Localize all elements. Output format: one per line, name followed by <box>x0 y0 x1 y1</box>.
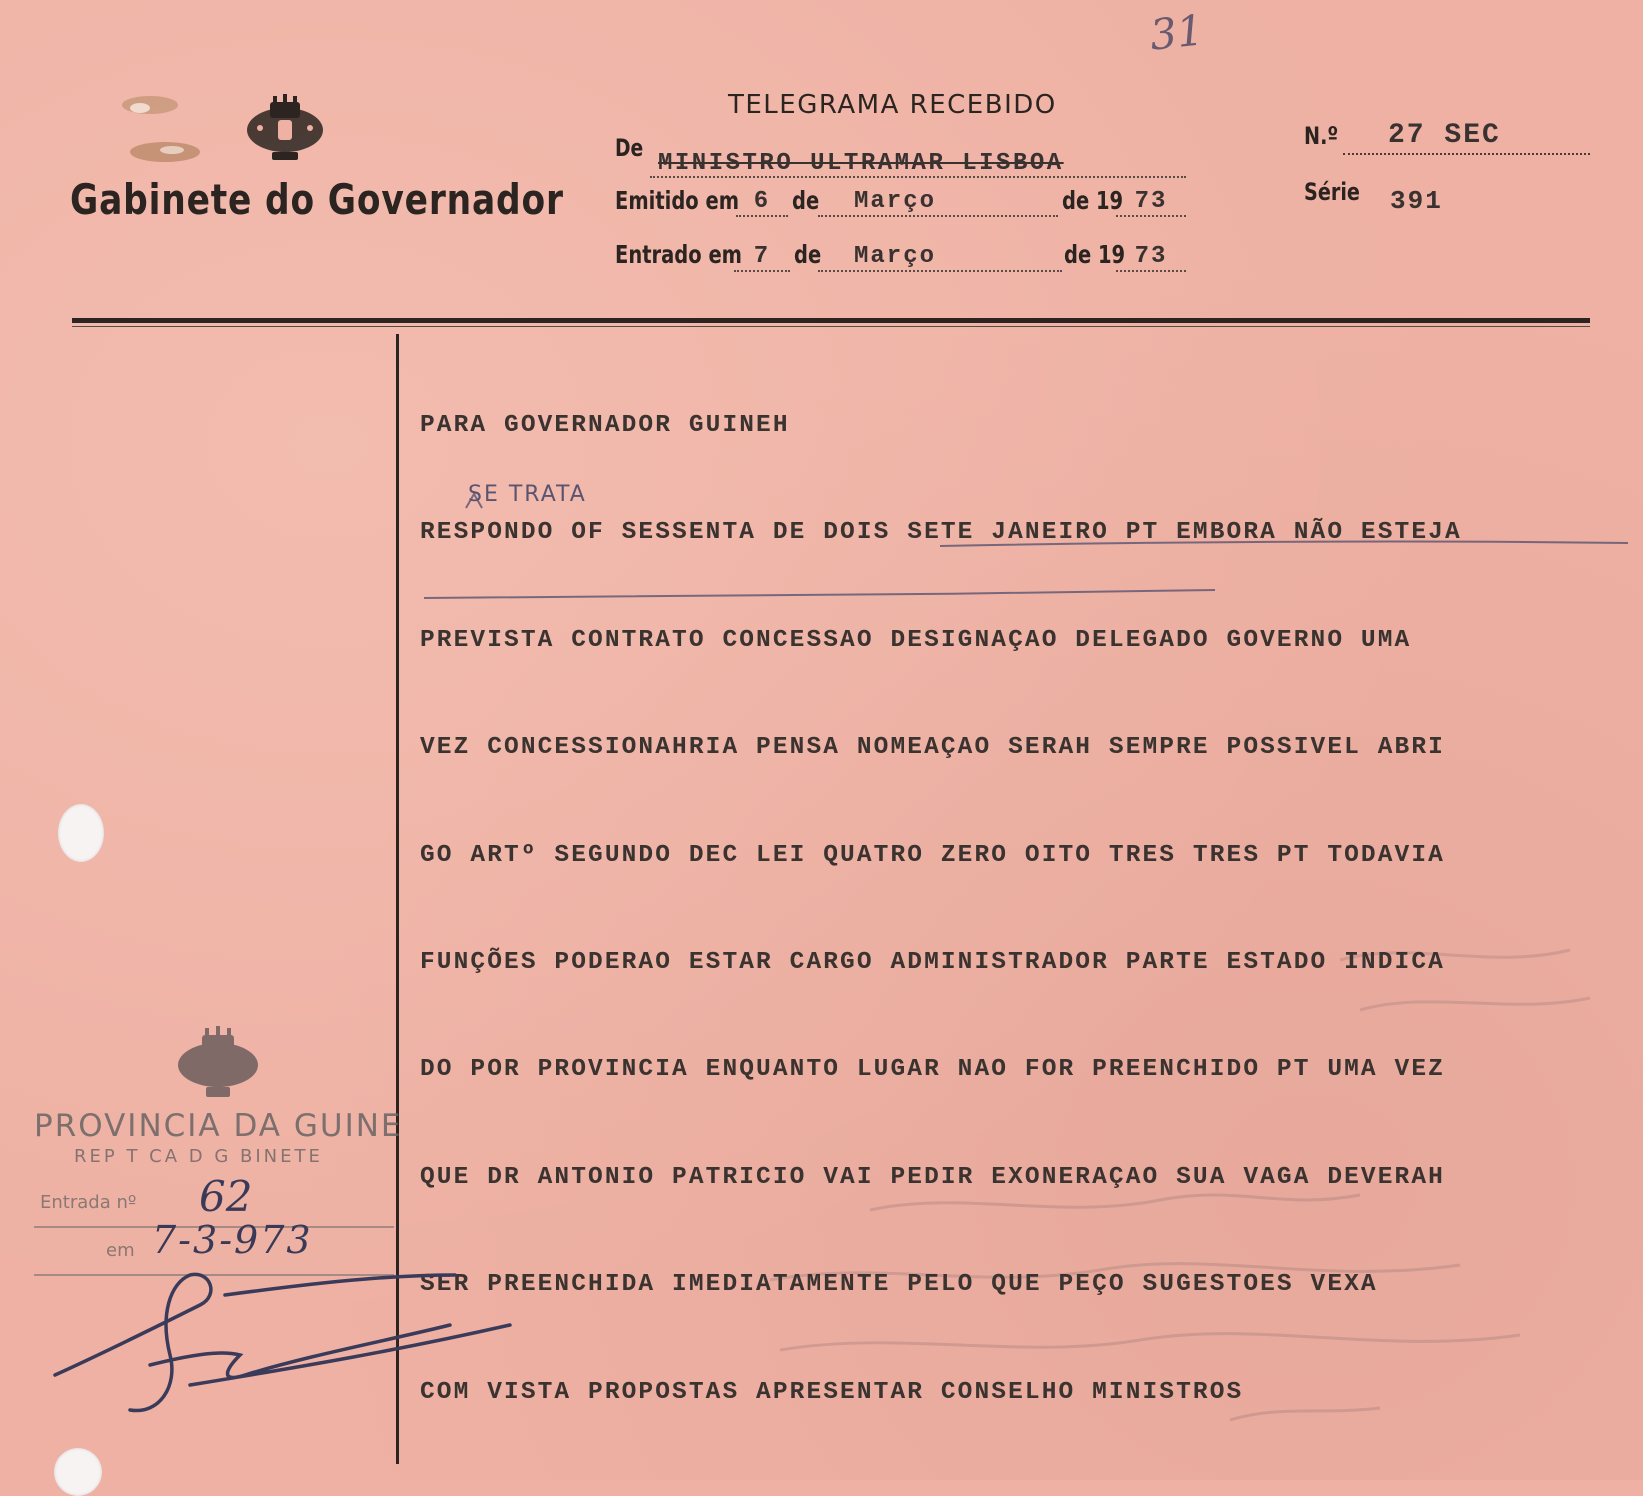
handwritten-insert: SE TRATA <box>468 482 587 507</box>
issued-year: 73 <box>1116 188 1186 217</box>
body-line: SER PREENCHIDA IMEDIATAMENTE PELO QUE PEÇO SUGESTOES VEXA <box>420 1271 1378 1299</box>
received-de-label: de <box>794 240 822 269</box>
received-label: Entrado em <box>615 240 742 269</box>
issued-year-prefix: de 19 <box>1062 186 1124 215</box>
series-value: 391 <box>1390 186 1443 216</box>
bleed-through-writing <box>1330 920 1630 1040</box>
series-label: Série <box>1304 178 1360 206</box>
body-line: RESPONDO OF SESSENTA DE DOIS SETE JANEIRO PT EMBORA NÃO ESTEJA <box>420 519 1462 547</box>
punch-hole <box>58 804 104 862</box>
stamp-subtitle: REP T CA D G BINETE <box>74 1146 323 1167</box>
stamp-entry-number: 62 <box>199 1172 253 1221</box>
issued-day: 6 <box>736 188 788 217</box>
stamp-title: PROVINCIA DA GUINE <box>34 1108 403 1144</box>
body-line: FUNÇÕES PODERAO ESTAR CARGO ADMINISTRADOR PARTE ESTADO INDICA <box>420 948 1445 976</box>
received-day: 7 <box>734 243 790 272</box>
from-label: De <box>615 134 644 162</box>
coat-of-arms-icon <box>240 92 330 164</box>
body-line: DO POR PROVINCIA ENQUANTO LUGAR NAO FOR PREENCHIDO PT UMA VEZ <box>420 1056 1445 1084</box>
issued-label: Emitido em <box>615 186 740 215</box>
rust-stain <box>110 80 220 180</box>
office-heading: Gabinete do Governador <box>70 175 564 224</box>
header-rule <box>72 318 1590 323</box>
stamp-date-label: em <box>106 1240 135 1261</box>
issued-month: Março <box>818 188 1058 217</box>
received-year: 73 <box>1116 243 1186 272</box>
page-number: 31 <box>1147 5 1206 60</box>
number-value: 27 SEC <box>1388 120 1501 151</box>
from-value: MINISTRO ULTRAMAR LISBOA <box>658 150 1064 177</box>
body-line: PREVISTA CONTRATO CONCESSAO DESIGNAÇAO DELEGADO GOVERNO UMA <box>420 626 1412 654</box>
punch-hole <box>54 1448 102 1496</box>
received-year-prefix: de 19 <box>1064 240 1126 269</box>
body-line: QUE DR ANTONIO PATRICIO VAI PEDIR EXONERAÇAO SUA VAGA DEVERAH <box>420 1163 1445 1191</box>
body-line: COM VISTA PROPOSTAS APRESENTAR CONSELHO MINISTROS <box>420 1378 1244 1406</box>
handwritten-signature <box>50 1255 520 1425</box>
stamp-entry-label: Entrada nº <box>40 1192 137 1213</box>
issued-de-label: de <box>792 186 820 215</box>
telegram-title: TELEGRAMA RECEBIDO <box>728 90 1057 120</box>
body-line: PARA GOVERNADOR GUINEH <box>420 412 790 439</box>
stamp-emblem-icon <box>170 1025 266 1101</box>
header-rule-thin <box>72 326 1590 327</box>
number-label: N.º <box>1304 122 1339 150</box>
bleed-through-writing <box>760 1150 1580 1450</box>
stamp-date-value: 7-3-973 <box>152 1218 313 1262</box>
received-month: Março <box>818 243 1062 272</box>
body-line: VEZ CONCESSIONAHRIA PENSA NOMEAÇAO SERAH SEMPRE POSSIVEL ABRI <box>420 734 1445 762</box>
body-line: GO ARTº SEGUNDO DEC LEI QUATRO ZERO OITO TRES TRES PT TODAVIA <box>420 841 1445 869</box>
